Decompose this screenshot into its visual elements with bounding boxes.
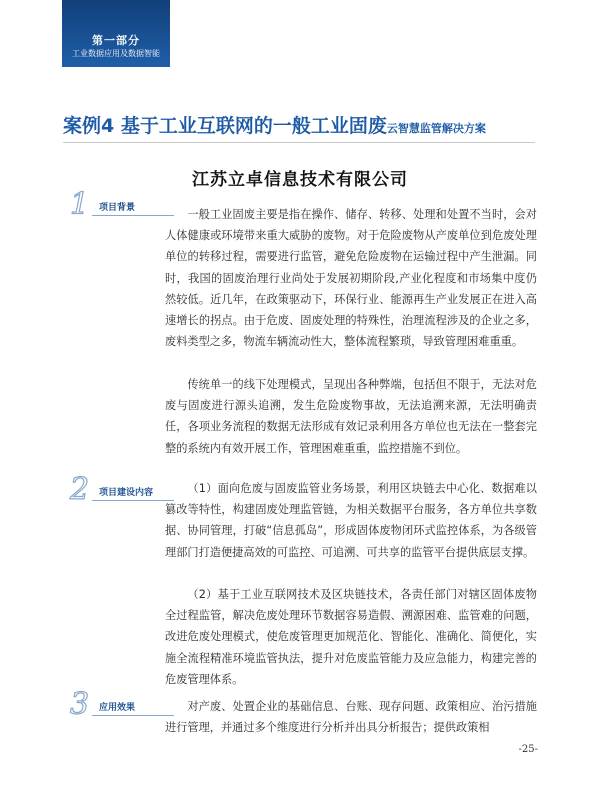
section-number: 3 [70,687,90,722]
section-underline [92,215,174,216]
company-name: 江苏立卓信息技术有限公司 [192,170,408,190]
case-title-main: 案例4 基于工业互联网的一般工业固废 [63,115,387,137]
section-underline [92,500,174,501]
section-heading-background [70,187,180,225]
chapter-subtitle: 工业数据应用及数据智能 [72,49,160,58]
section-label: 项目背景 [99,203,136,213]
chapter-tab [62,0,170,67]
page-number: -25- [518,744,538,755]
paragraph: 一般工业固废主要是指在操作、储存、转移、处理和处置不当时，会对人体健康或环境带来重大威胁的废物。对于危险废物从产废单位到危废处理单位的转移过程，需要进行监管，避免危险废物在运输过程中产生泄漏。同时，我国的固废治理行业尚处于发展初期阶段,产业化程度和市场集中度仍然较低。近几年，在政策驱动下，环保行业、能源再生产业发展正在进入高速增长的拐点。由于危废、固废处理的特殊性，治理流程涉及的企业之多，废料类型之多，物流车辆流动性大，整体流程繁琐，导致管理困难重重。 [165,208,537,349]
section-label: 应用效果 [99,703,136,713]
section-heading-content [70,472,180,510]
paragraph: （2）基于工业互联网技术及区块链技术，各责任部门对辖区固体废物全过程监管，解决危废处理环节数据容易造假、溯源困难、监管难的问题，改进危废处理模式，使危废管理更加规范化、智能化、准确化、简便化，实施全流程精准环境监管执法，提升对危废监管能力及应急能力，构建完善的危废管理体系。 [165,588,537,686]
paragraph: （1）面向危废与固废监管业务场景，利用区块链去中心化、数据难以篡改等特性，构建固废处理监管链，为相关数据平台服务，各方单位共享数据、协同管理，打破“信息孤岛”，形成固体废物闭环式监控体系，为各级管理部门打造便捷高效的可监控、可追溯、可共享的监管平台提供底层支撑。 [165,482,537,559]
section-label: 项目建设内容 [99,488,154,498]
paragraph: 对产废、处置企业的基础信息、台账、现存问题、政策相应、治污措施进行管理，并通过多个维度进行分析并出具分析报告；提供政策相 [165,700,537,735]
section-underline [92,715,174,716]
section-heading-effect [70,687,180,725]
paragraph: 传统单一的线下处理模式，呈现出各种弊端，包括但不限于，无法对危废与固废进行源头追溯，发生危险废物事故，无法追溯来源，无法明确责任，各项业务流程的数据无法形成有效记录利用各方单位也无法在一整套完整的系统内有效开展工作，管理困难重重，监控措施不到位。 [165,378,537,455]
case-title-sub: 云智慧监管解决方案 [386,122,486,135]
section-number: 2 [70,472,90,507]
chapter-part: 第一部分 [92,34,140,47]
case-title [63,111,486,138]
section-number: 1 [70,187,90,222]
title-divider [63,142,535,143]
